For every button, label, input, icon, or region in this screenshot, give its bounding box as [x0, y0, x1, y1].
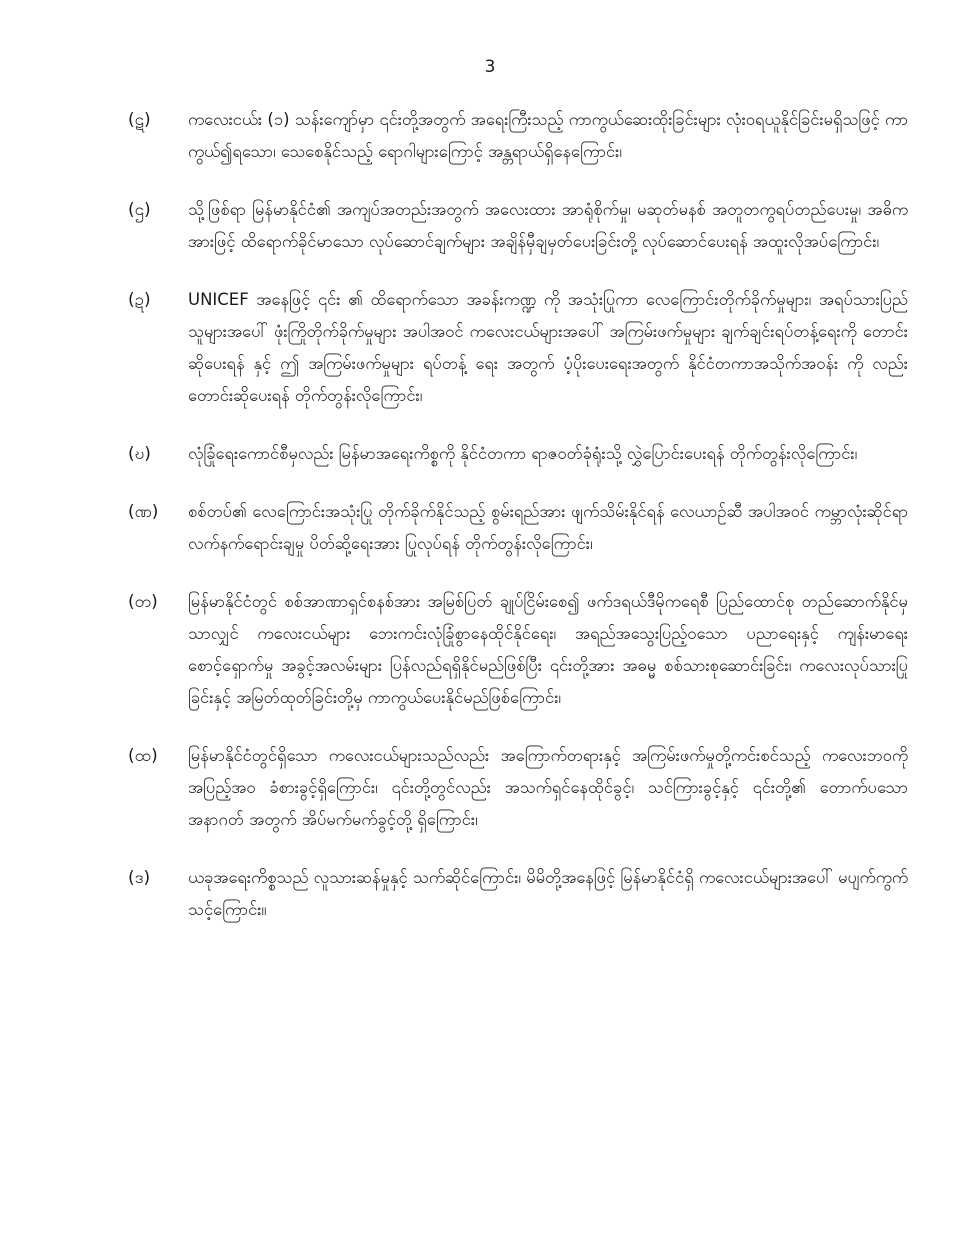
clause-text: လုံခြုံရေးကောင်စီမှလည်း မြန်မာအရေးကိစ္စကို နိုင်ငံတကာ ရာဇဝတ်ခုံရုံးသို့ လွှဲပြောင်းပေးရန် တိုက်တွန်းလိုကြောင်း၊: [188, 444, 858, 463]
clause-number: (ဏ): [128, 502, 159, 522]
clause-item: [128, 496, 908, 560]
clause-number: (ဍ): [128, 290, 151, 310]
clause-text: မြန်မာနိုင်ငံတွင် စစ်အာဏာရှင်စနစ်အား အမြစ်ပြတ် ချုပ်ငြိမ်းစေ၍ ဖက်ဒရယ်ဒီမိုကရေစီ ပြည်ထောင်စု တည်ဆောက်နိုင်မှသာလျှင် ကလေးငယ်များ ဘေးကင်းလုံခြုံစွာနေထိုင်နိုင်ရေး၊ အရည်အသွေးပြည့်ဝသော ပညာရေးနှင့် ကျန်းမာရေးစောင့်ရှောက်မှု အခွင့်အလမ်းများ ပြန်လည်ရရှိနိုင်မည်ဖြစ်ပြီး ၎င်းတို့အား အဓမ္မ စစ်သားစုဆောင်းခြင်း၊ ကလေးလုပ်သားပြုခြင်းနှင့် အမြတ်ထုတ်ခြင်းတို့မှ ကာကွယ်ပေးနိုင်မည်ဖြစ်ကြောင်း၊: [188, 592, 908, 707]
clause-number: (ဌ): [128, 200, 151, 220]
clause-item: [128, 862, 908, 926]
clause-item: [128, 438, 908, 470]
clause-item: [128, 284, 908, 412]
clause-text: မြန်မာနိုင်ငံတွင်ရှိသော ကလေးငယ်များသည်လည်း အကြောက်တရားနှင့် အကြမ်းဖက်မှုတို့ကင်းစင်သည့် ကလေးဘဝကို အပြည့်အဝ ခံစားခွင့်ရှိကြောင်း၊ ၎င်းတို့တွင်လည်း အသက်ရှင်နေထိုင်ခွင့်၊ သင်ကြားခွင့်နှင့် ၎င်းတို့၏ တောက်ပသော အနာဂတ် အတွက် အိပ်မက်မက်ခွင့်တို့ ရှိကြောင်း၊: [188, 746, 908, 829]
clause-number: (ဒ): [128, 868, 151, 888]
clause-text: ကလေးငယ်း (၁) သန်းကျော်မှာ ၎င်းတို့အတွက် အရေးကြီးသည့် ကာကွယ်ဆေးထိုးခြင်းများ လုံးဝရယူနိုင်ခြင်းမရှိသဖြင့် ကာကွယ်၍ရသော၊ သေစေနိုင်သည့် ရောဂါများကြောင့် အန္တရာယ်ရှိနေကြောင်း၊: [188, 110, 908, 161]
clause-item: [128, 104, 908, 168]
clause-item: [128, 194, 908, 258]
clause-number: (ဋ): [128, 110, 151, 130]
clause-text: သို့ဖြစ်ရာ မြန်မာနိုင်ငံ၏ အကျပ်အတည်းအတွက် အလေးထား အာရုံစိုက်မှု၊ မဆုတ်မနစ် အတူတကွရပ်တည်ပေးမှု၊ အဓိကအားဖြင့် ထိရောက်ခိုင်မာသော လုပ်ဆောင်ချက်များ အချိန်မှီချမှတ်ပေးခြင်းတို့ လုပ်ဆောင်ပေးရန် အထူးလိုအပ်ကြောင်း၊: [188, 200, 908, 251]
clause-list: [128, 104, 908, 952]
clause-text: ယခုအရေးကိစ္စသည် လူသားဆန်မှုနှင့် သက်ဆိုင်ကြောင်း၊ မိမိတို့အနေဖြင့် မြန်မာနိုင်ငံရှိ ကလေးငယ်များအပေါ် မပျက်ကွက်သင့်ကြောင်း။: [188, 868, 908, 919]
clause-number: (တ): [128, 592, 158, 612]
clause-number: (ဎ): [128, 444, 151, 464]
page-number: 3: [484, 57, 496, 77]
clause-text: စစ်တပ်၏ လေကြောင်းအသုံးပြု တိုက်ခိုက်နိုင်သည့် စွမ်းရည်အား ဖျက်သိမ်းနိုင်ရန် လေယာဉ်ဆီ အပါအဝင် ကမ္ဘာလုံးဆိုင်ရာ လက်နက်ရောင်းချမှု ပိတ်ဆို့ရေးအား ပြုလုပ်ရန် တိုက်တွန်းလိုကြောင်း၊: [188, 502, 908, 553]
clause-number: (ထ): [128, 746, 158, 766]
clause-item: [128, 586, 908, 714]
clause-item: [128, 740, 908, 836]
clause-text: UNICEF အနေဖြင့် ၎င်း ၏ ထိရောက်သော အခန်းကဏ္ဍ ကို အသုံးပြုကာ လေကြောင်းတိုက်ခိုက်မှုများ၊ အရပ်သားပြည်သူများအပေါ် ဖုံးကြိုတိုက်ခိုက်မှုများ အပါအဝင် ကလေးငယ်များအပေါ် အကြမ်းဖက်မှုများ ချက်ချင်းရပ်တန့်ရေးကို တောင်းဆိုပေးရန် နှင့် ဤ အကြမ်းဖက်မှုများ ရပ်တန့် ရေး အတွက် ပံ့ပိုးပေးရေးအတွက် နိုင်ငံတကာအသိုက်အဝန်း ကို လည်း တောင်းဆိုပေးရန် တိုက်တွန်းလိုကြောင်း၊: [188, 290, 908, 405]
